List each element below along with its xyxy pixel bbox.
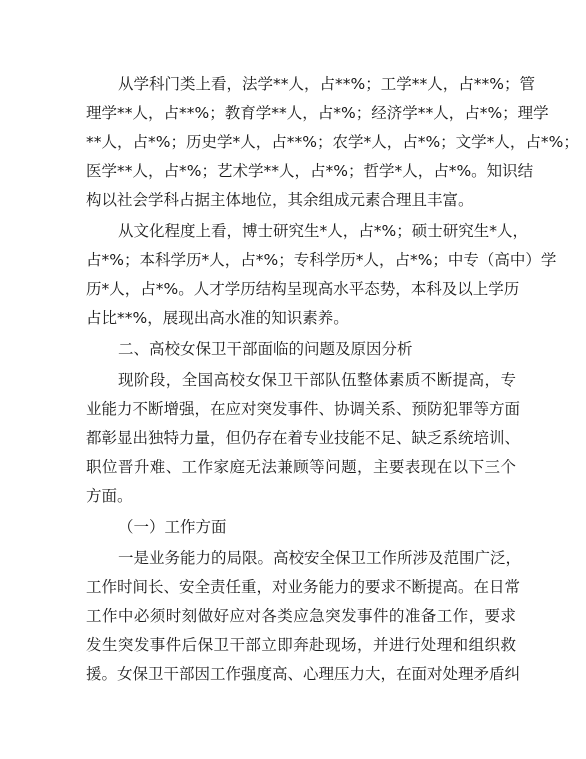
paragraph-line: 都彰显出独特力量，但仍存在着专业技能不足、缺乏系统培训、: [86, 429, 521, 447]
paragraph-line: 构以社会学科占据主体地位，其余组成元素合理且丰富。: [86, 191, 474, 209]
paragraph-line: 占*%；本科学历*人，占*%；专科学历*人，占*%；中专（高中）学: [86, 251, 557, 269]
paragraph-line: 现阶段，全国高校女保卫干部队伍整体素质不断提高，专: [118, 371, 516, 389]
paragraph-line: 占比**%，展现出高水准的知识素养。: [86, 309, 349, 327]
paragraph-line: 方面。: [86, 487, 133, 505]
paragraph-line: 从文化程度上看，博士研究生*人，占*%；硕士研究生*人，: [118, 222, 528, 240]
paragraph-line: 业能力不断增强，在应对突发事件、协调关系、预防犯罪等方面: [86, 400, 521, 418]
paragraph-line: 工作中必须时刻做好应对各类应急突发事件的准备工作，要求: [86, 607, 516, 625]
paragraph-line: **人，占*%；历史学*人，占**%；农学*人，占*%；文学*人，占*%；: [86, 133, 579, 151]
paragraph-line: 历*人，占*%。人才学历结构呈现高水平态势，本科及以上学历: [86, 280, 520, 298]
section-heading: 二、高校女保卫干部面临的问题及原因分析: [118, 340, 413, 358]
subsection-heading: （一）工作方面: [118, 518, 227, 536]
paragraph-line: 职位晋升难、工作家庭无法兼顾等问题，主要表现在以下三个: [86, 458, 516, 476]
paragraph-line: 医学**人，占*%；艺术学**人，占*%；哲学*人，占*%。知识结: [86, 162, 534, 180]
paragraph-line: 理学**人，占**%；教育学**人，占*%；经济学**人，占*%；理学: [86, 104, 549, 122]
paragraph-line: 援。女保卫干部因工作强度高、心理压力大，在面对处理矛盾纠: [86, 665, 521, 683]
paragraph-line: 工作时间长、安全责任重，对业务能力的要求不断提高。在日常: [86, 578, 521, 596]
paragraph-line: 从学科门类上看，法学**人，占**%；工学**人，占**%；管: [118, 75, 535, 93]
paragraph-line: 发生突发事件后保卫干部立即奔赴现场，并进行处理和组织救: [86, 636, 516, 654]
paragraph-line: 一是业务能力的局限。高校安全保卫工作所涉及范围广泛，: [118, 549, 522, 567]
